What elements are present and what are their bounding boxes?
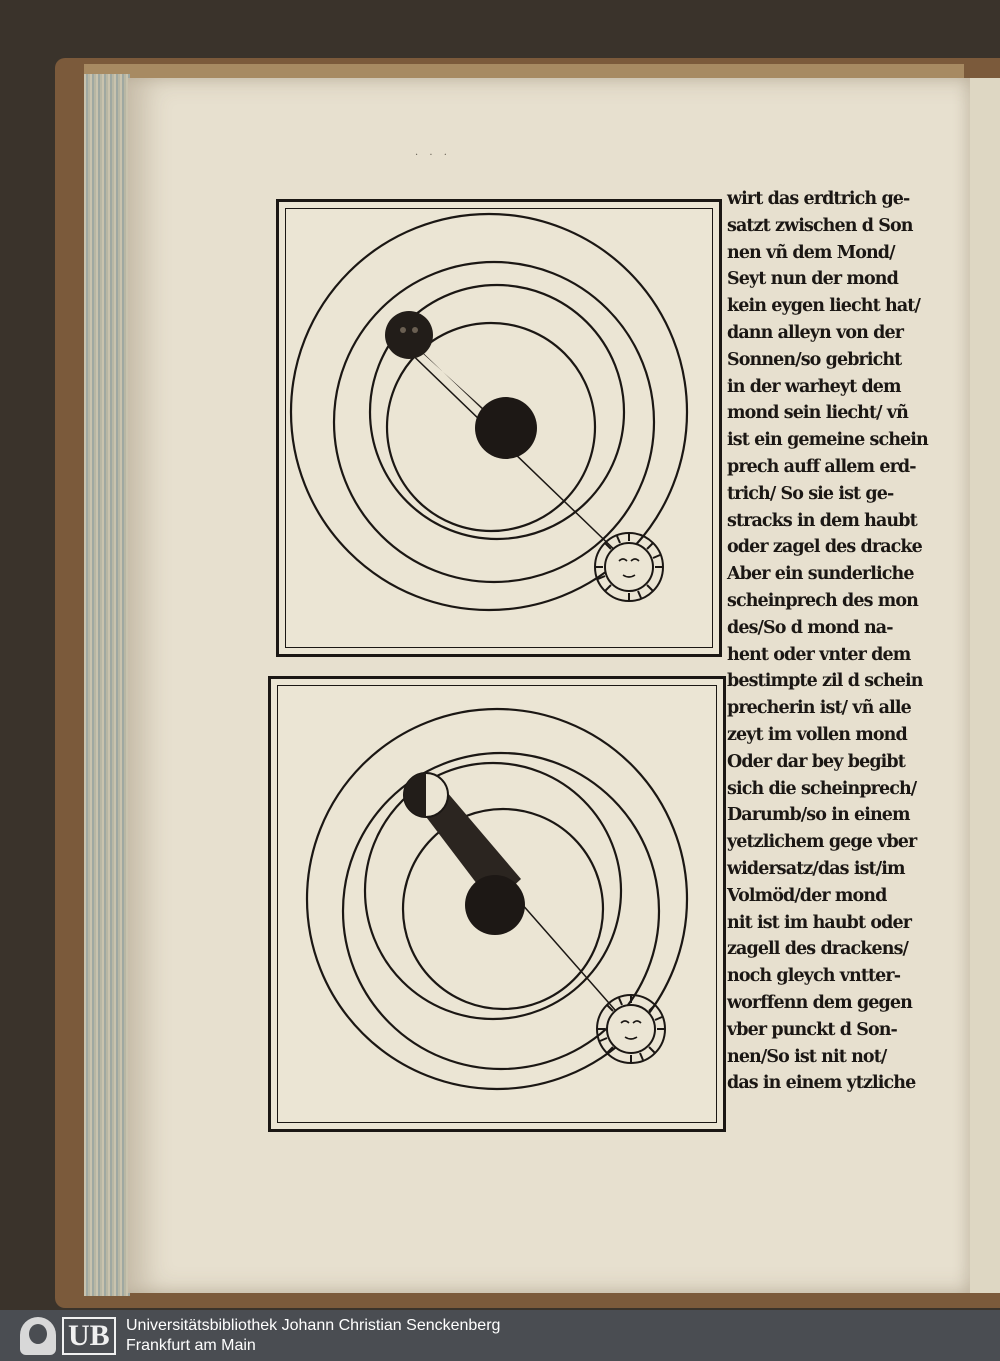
library-footer — [0, 1310, 1000, 1361]
text-line: ist ein gemeine schein — [727, 430, 928, 451]
text-line: yetzlichem gege vber — [727, 832, 917, 853]
text-line: precherin ist/ vñ alle — [727, 698, 911, 719]
text-line: das in einem ytzliche — [727, 1073, 916, 1094]
sun-face — [595, 533, 663, 601]
text-line: mond sein liecht/ vñ — [727, 403, 908, 424]
text-line: Oder dar bey begibt — [727, 751, 905, 772]
text-line: dann alleyn von der — [727, 322, 904, 343]
text-line: stracks in dem haubt — [727, 510, 917, 531]
text-line: oder zagel des dracke — [727, 537, 922, 558]
earth-dark — [465, 875, 525, 935]
text-line: zagell des drackens/ — [727, 939, 909, 960]
printer-marks: · · · — [415, 150, 451, 161]
text-line: in der warheyt dem — [727, 376, 901, 397]
text-line: Seyt nun der mond — [727, 269, 898, 290]
text-line: satzt zwischen d Son — [727, 215, 913, 236]
eclipse-woodcut-top — [276, 199, 722, 657]
text-line: worffenn dem gegen — [727, 992, 912, 1013]
text-line: bestimpte zil d schein — [727, 671, 923, 692]
woodcut-diagram-top — [279, 202, 719, 654]
sun-face — [597, 995, 665, 1063]
blackletter-text-column — [727, 186, 939, 1097]
text-line: nit ist im haubt oder — [727, 912, 912, 933]
woodcut-diagram-bottom — [271, 679, 723, 1129]
page-top-edge — [84, 64, 964, 78]
page-fore-edges — [84, 74, 130, 1296]
moon-shaded — [385, 311, 433, 359]
text-line: kein eygen liecht hat/ — [727, 296, 920, 317]
ub-logo-text: UB — [62, 1317, 116, 1355]
text-line: Volmöd/der mond — [727, 885, 887, 906]
institution-line-1: Universitätsbibliothek Johann Christian Senckenberg — [126, 1317, 501, 1334]
institution-name[interactable] — [126, 1316, 500, 1356]
text-line: des/So d mond na- — [727, 617, 893, 638]
text-line: Aber ein sunderliche — [727, 564, 914, 585]
text-line: noch gleych vntter- — [727, 966, 901, 987]
text-line: scheinprech des mon — [727, 590, 918, 611]
moon-half-lit — [404, 773, 448, 817]
text-line: sich die scheinprech/ — [727, 778, 917, 799]
text-line: prech auff allem erd- — [727, 456, 916, 477]
text-line: hent oder vnter dem — [727, 644, 911, 665]
text-line: widersatz/das ist/im — [727, 858, 905, 879]
portrait-icon — [20, 1317, 56, 1355]
text-line: nen vñ dem Mond/ — [727, 242, 895, 263]
text-line: trich/ So sie ist ge- — [727, 483, 894, 504]
text-line: wirt das erdtrich ge- — [727, 189, 910, 209]
facing-page-edge — [970, 78, 1000, 1293]
text-line: vber punckt d Son- — [727, 1019, 897, 1040]
earth-dark — [475, 397, 537, 459]
text-line: Sonnen/so gebricht — [727, 349, 902, 370]
text-line: Darumb/so in einem — [727, 805, 910, 826]
text-line: zeyt im vollen mond — [727, 724, 907, 745]
ub-logo[interactable] — [20, 1316, 118, 1356]
eclipse-woodcut-bottom — [268, 676, 726, 1132]
institution-line-2: Frankfurt am Main — [126, 1337, 256, 1354]
text-line: nen/So ist nit not/ — [727, 1046, 887, 1067]
